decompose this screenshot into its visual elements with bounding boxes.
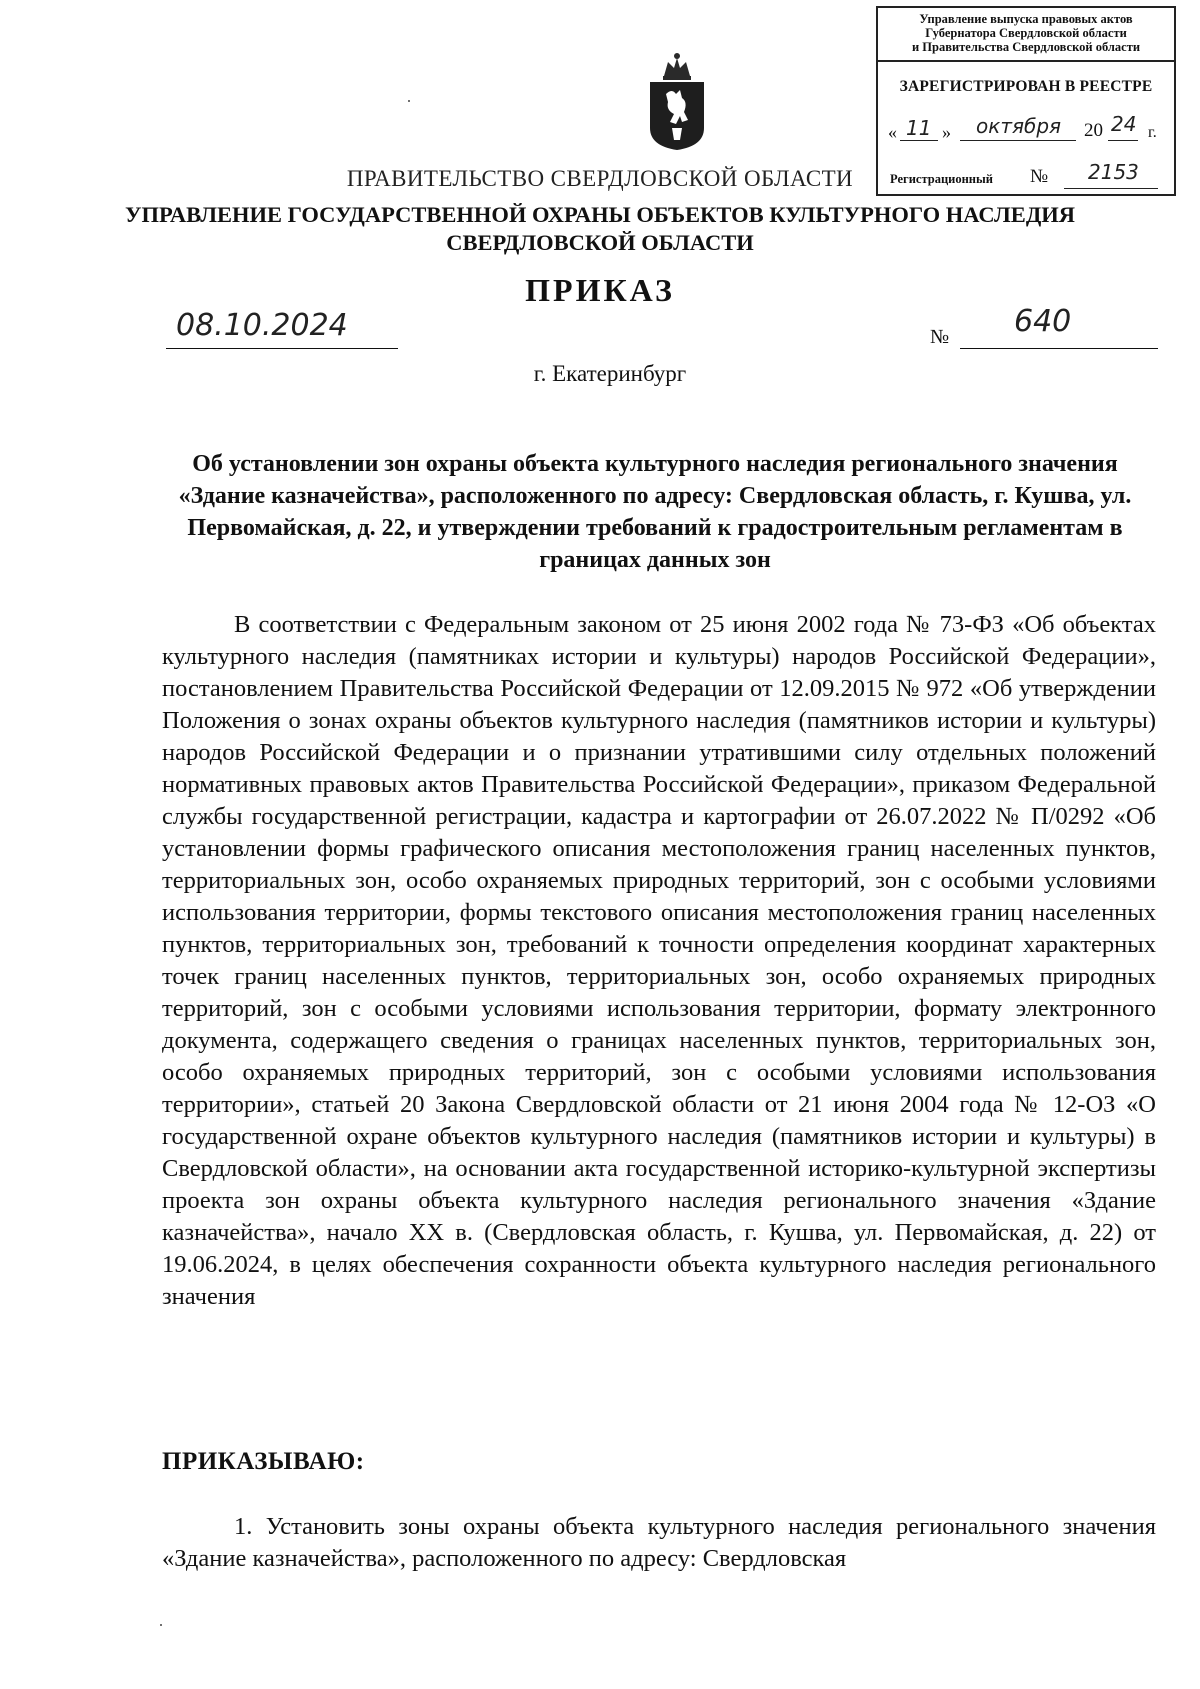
department-title-line-1: УПРАВЛЕНИЕ ГОСУДАРСТВЕННОЙ ОХРАНЫ ОБЪЕКТОВ КУЛЬТУРНОГО НАСЛЕДИЯ [124,202,1076,227]
stamp-year-underline [1108,140,1138,141]
stamp-department-line-1: Управление выпуска правовых актов [919,12,1133,26]
order-item-1: 1. Установить зоны охраны объекта культурного наследия регионального значения «Здание казначейства», расположенного по адресу: Свердловская [162,1513,1156,1572]
stamp-reg-number-label: Регистрационный [890,172,993,186]
stamp-registered-label: ЗАРЕГИСТРИРОВАН В РЕЕСТРЕ [899,78,1153,95]
order-date-field [166,310,398,349]
stamp-department-line-3: и Правительства Свердловской области [911,40,1141,54]
stamp-year-suffix: 24 [1111,112,1137,136]
stamp-year-abbr: г. [1148,124,1157,141]
stamp-day-underline [900,140,938,141]
scan-speck [408,100,410,102]
stamp-date-line [878,112,1174,144]
government-title: ПРАВИТЕЛЬСТВО СВЕРДЛОВСКОЙ ОБЛАСТИ [346,166,854,191]
stamp-number-sign: № [1030,166,1049,187]
stamp-department [878,12,1174,54]
order-date: 08.10.2024 [176,308,348,343]
stamp-month-underline [960,140,1076,141]
city: г. Екатеринбург [533,361,687,386]
order-number-field [960,304,1158,349]
department-title-line-2: СВЕРДЛОВСКОЙ ОБЛАСТИ [446,230,754,255]
stamp-close-quote: » [942,122,951,142]
stamp-open-quote: « [888,122,897,142]
stamp-day: 11 [906,116,932,140]
order-number-label: № [930,326,950,348]
decree-heading: ПРИКАЗЫВАЮ: [162,1448,365,1475]
document-subject: Об установлении зон охраны объекта культурного наследия регионального значения «Здание казначейства», расположенного по адресу: Свердловская область, г. Кушва, ул. Первомайская, д. 22, и утверждении требований к градостроительным регламентам в границах данных зон [178,451,1132,573]
coat-of-arms-emblem [646,50,708,152]
stamp-month: октября [976,114,1062,138]
order-number: 640 [1014,304,1072,339]
document-type: ПРИКАЗ [525,272,675,308]
stamp-year-prefix: 20 [1084,120,1103,141]
scan-speck [160,1624,162,1626]
stamp-department-line-2: Губернатора Свердловской области [925,26,1127,40]
stamp-reg-number: 2153 [1088,160,1139,184]
legal-basis-paragraph: В соответствии с Федеральным законом от 25 июня 2002 года № 73-ФЗ «Об объектах культурного наследия (памятниках истории и культуры) народов Российской Федерации», постановлением Правительства Российской Федерации от 12.09.2015 № 972 «Об утверждении Положения о зонах охраны объектов культурного наследия (памятников истории и культуры) народов Российской Федерации и о признании утратившими силу отдельных положений нормативных правовых актов Правительства Российской Федерации», приказом Федеральной службы государственной регистрации, кадастра и картографии от 26.07.2022 № П/0292 «Об установлении формы графического описания местоположения границ населенных пунктов, территориальных зон, особо охраняемых природных территорий, зон с особыми условиями использования территории, формы текстового описания местоположения границ населенных пунктов, территориальных зон, требований к точности определения координат характерных точек границ населенных пунктов, территориальных зон, особо охраняемых природных территорий, зон с особыми условиями использования территории, формату электронного документа, содержащего сведения о границах населенных пунктов, территориальных зон, особо охраняемых природных территорий, зон с особыми условиями использования территории», статьей 20 Закона Свердловской области от 21 июня 2004 года № 12-ОЗ «О государственной охране объектов культурного наследия (памятников истории и культуры) в Свердловской области», на основании акта государственной историко-культурной экспертизы проекта зон охраны объекта культурного наследия регионального значения «Здание казначейства», начало XX в. (Свердловская область, г. Кушва, ул. Первомайская, д. 22) от 19.06.2024, в целях обеспечения сохранности объекта культурного наследия регионального значения [162,611,1156,1310]
stamp-divider [878,60,1174,62]
department-title [0,201,1200,257]
